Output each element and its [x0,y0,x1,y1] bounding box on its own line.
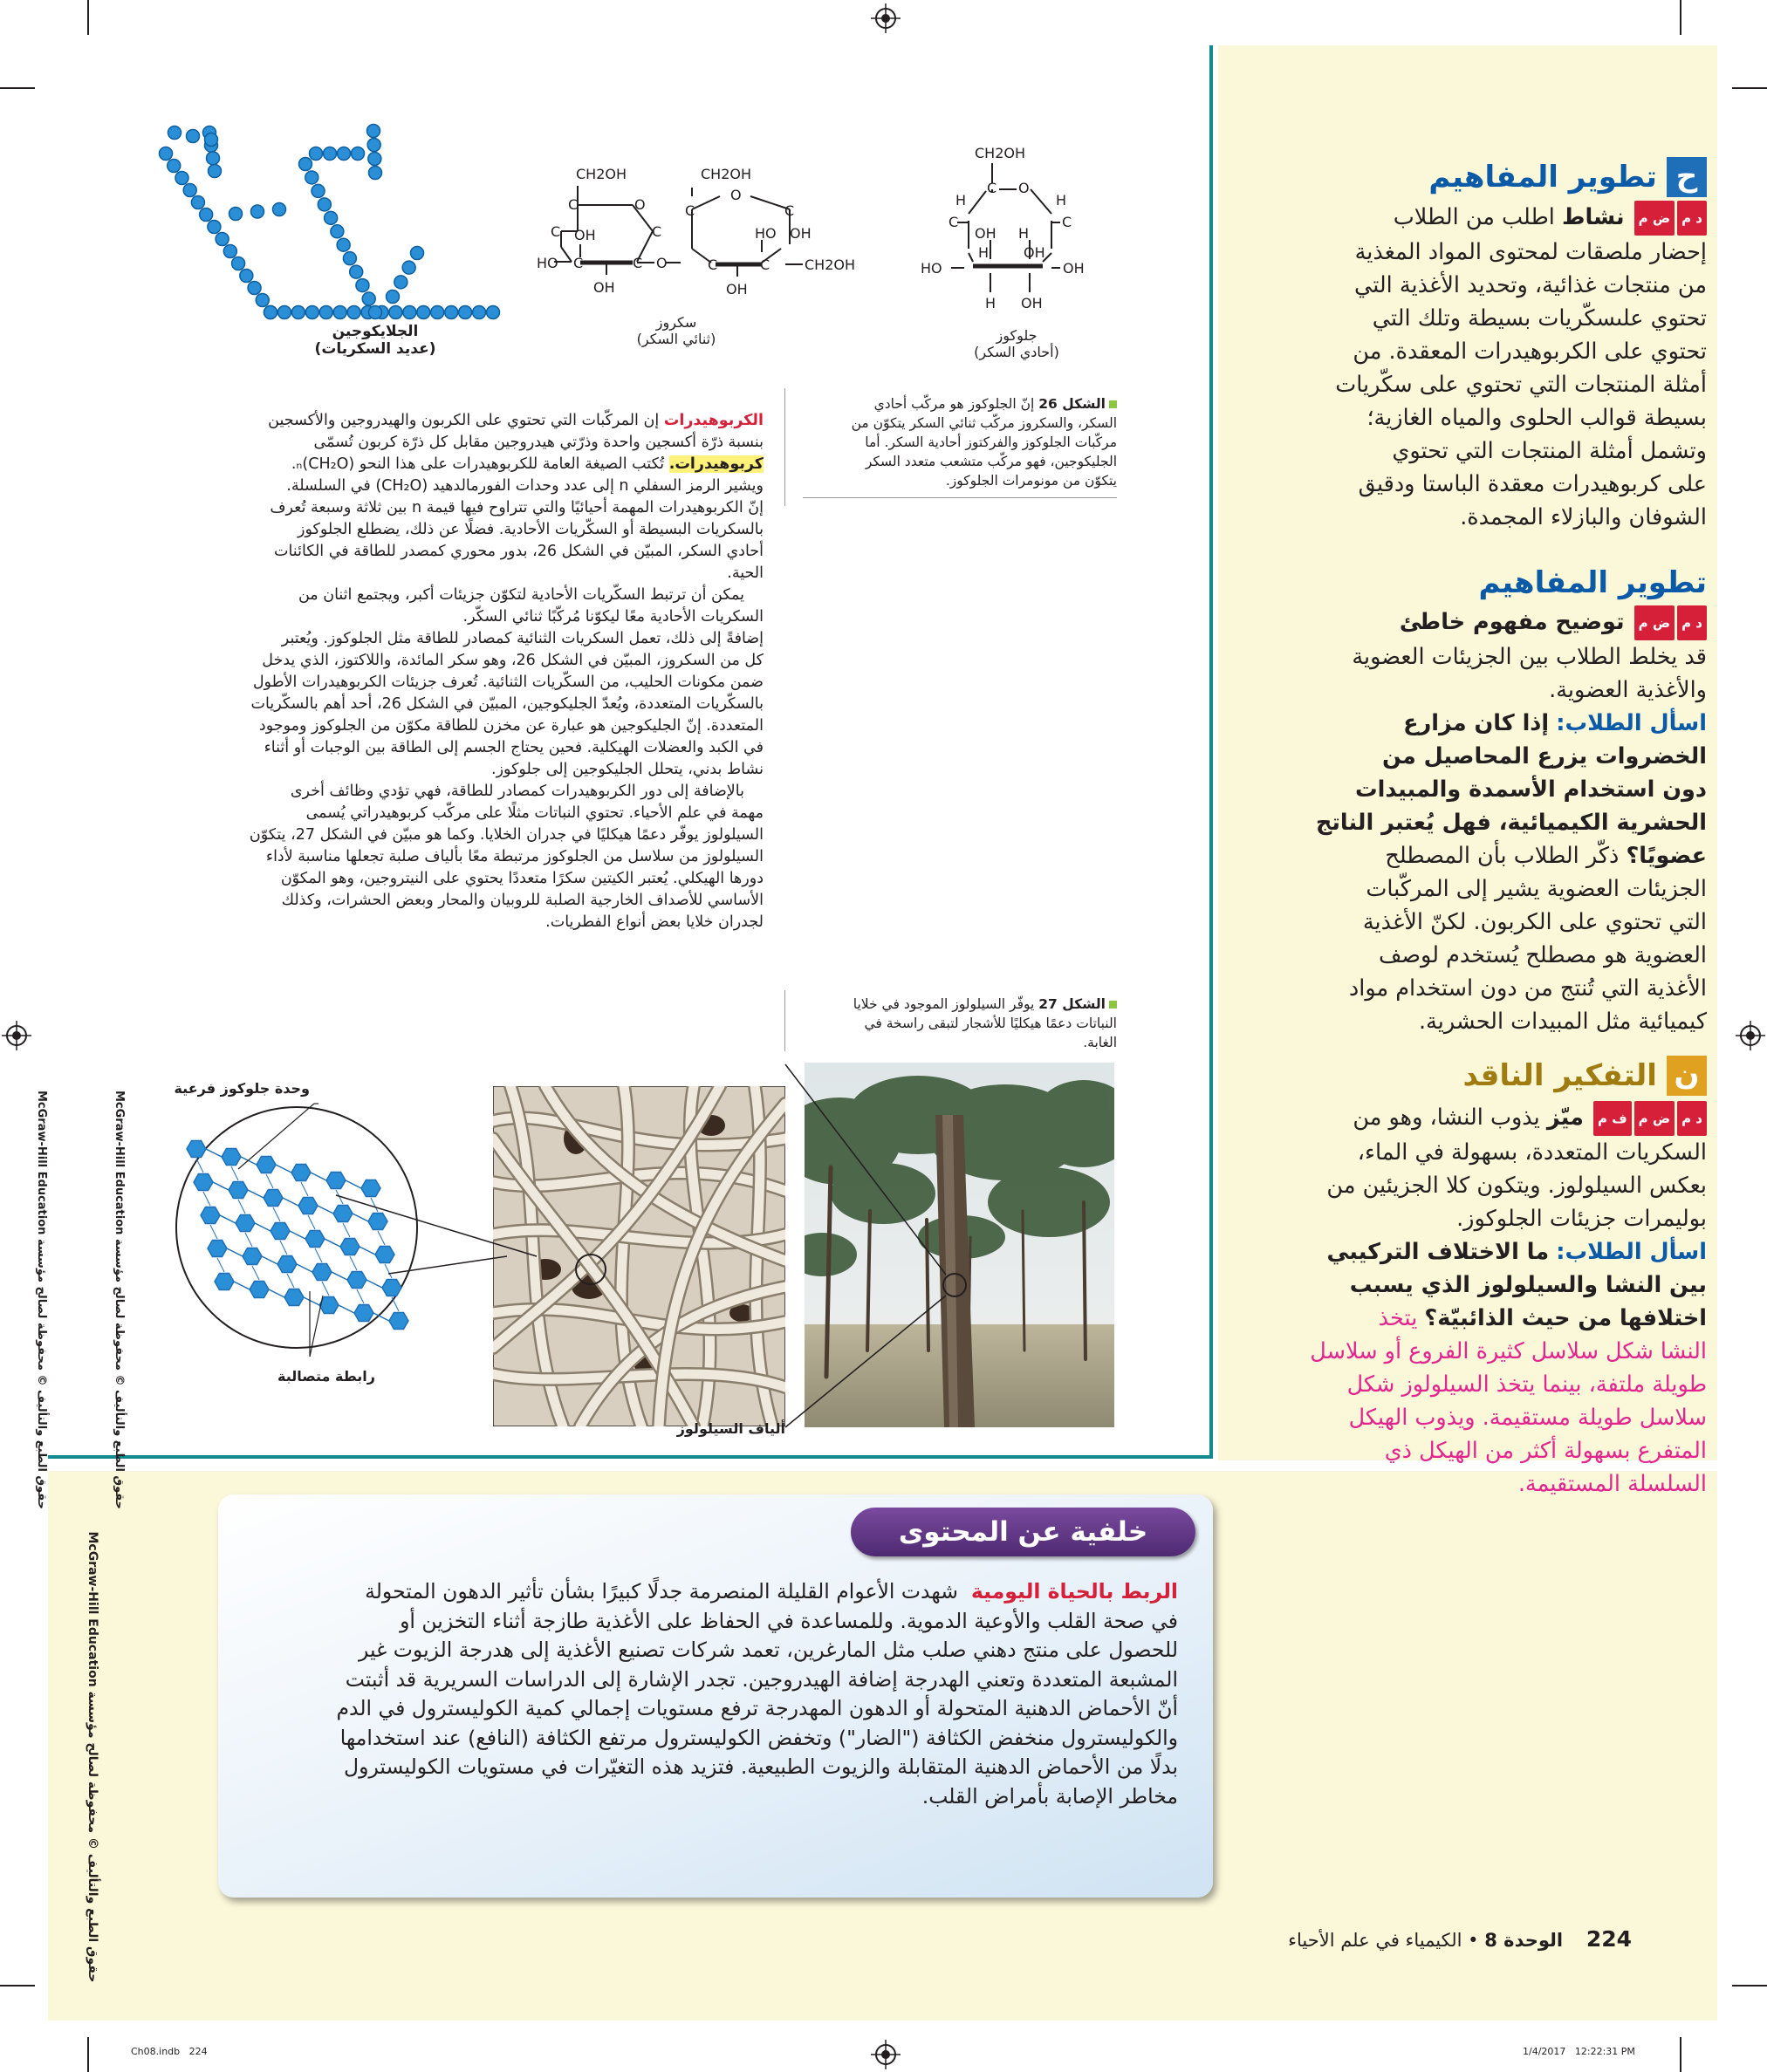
chem-label: C [573,255,584,271]
crop-mark [87,2037,89,2072]
answer-line: يتخذ [1378,1305,1418,1331]
glycogen-bead [273,203,286,216]
footer-bullet: • [1468,1930,1479,1951]
level-tag: ف م [1593,1101,1632,1136]
glycogen-bead [402,261,415,274]
body-line [175,410,764,432]
answer-line: كيميائية مثل المبيدات الحشرية. [1419,1009,1707,1035]
glycogen-bead [367,125,380,138]
glycogen-bead [191,196,204,209]
glycogen-bead [291,306,305,319]
chem-label: C [652,223,662,240]
chem-label: H [955,192,967,209]
misconception-section [1230,565,1707,1038]
sucrose-name: سكروز [655,314,697,331]
box-line: أنّ الأحماض الدهنية المتحولة أو الدهون المهدرجة ترفع مستويات إجمالي كمية الكوليسترول في الدم [336,1696,1178,1720]
answer-line: العضوية هو مصطلح يُستخدم لوصف [1378,942,1707,968]
body-line: الشوفان والبازلاء المجمدة. [1460,504,1707,530]
chem-label: CH2OH [805,256,856,273]
glucose-name: جلوكوز [996,327,1038,344]
body-line: مهمة في علم الأحياء. تحتوي النباتات مثلًا على مركّب كربوهيدراتي يُسمى [305,804,764,822]
chem-label: C [1062,214,1072,230]
glycogen-bead [264,306,277,319]
content-box-body [253,1577,1178,1811]
vertical-credit: حقوق الطبع والتأليف © محفوظة لصالح مؤسسة McGraw-Hill Education [113,1090,126,1510]
crop-mark [87,0,89,35]
glycogen-bead [187,130,200,143]
chem-label: OH [975,225,997,242]
chem-label: OH [593,279,615,296]
crop-mark [1732,87,1767,89]
glycogen-bead [417,306,430,319]
content-box-title [851,1508,1195,1556]
caption-divider [784,388,785,506]
section-header [1230,1056,1707,1101]
crop-mark [0,1985,35,1987]
caption-line: يوفّر السيلولوز الموجود في خلايا [853,996,1035,1012]
activity-lead: نشاط [1561,204,1625,230]
section-letter-icon: ن [1667,1056,1707,1096]
caption-line: الغابة. [1083,1035,1117,1050]
chem-label: OH [790,225,812,242]
crop-mark [1680,0,1681,35]
body-line: يمكن أن ترتبط السكّريات الأحادية لتكوّن جزيئات أكبر، ويجتمع اثنان من [298,586,744,604]
body-line: بالسكّريات المتعددة، ويُعدّ الجليكوجين، المبيّن في الشكل 26، أحد أهم بالسكّريات [250,695,764,713]
ask-students-label: اسأل الطلاب: [1556,710,1707,736]
section-header [1230,157,1707,201]
chem-label: C [949,214,959,230]
crop-mark [1732,1985,1767,1987]
level-tag: ض م [1634,201,1675,236]
key-term: الكربوهيدرات [663,412,764,429]
glycogen-bead [459,306,472,319]
main-body-text [175,410,764,933]
crop-mark [1680,2037,1681,2072]
glycogen-bead [183,184,196,197]
glycogen-bead [305,306,318,319]
level-tag: د م [1677,605,1707,640]
glycogen-bead [319,306,332,319]
body-line: السيلولوز يوفّر دعمًا هيكليًا في جدران الخلايا. وكما هو مبيّن في الشكل 27، يتكوّن [249,826,764,844]
chem-label: O [1018,180,1030,196]
chem-label: H [978,244,990,261]
body-line: وتشمل أمثلة المنتجات التي تحتوي [1392,438,1707,464]
body-line: كل من السكروز، المبيّن في الشكل 26، وهو سكر المائدة، واللاكتوز، الذي يدخل [262,652,764,669]
activity-lead: توضيح مفهوم خاطئ [1399,609,1625,635]
glycogen-bead [473,306,486,319]
caption-line: السكر، والسكروز مركّب ثنائي السكر يتكوّن من [851,415,1117,431]
body-line: الأساسي للأصداف الخارجية الصلبة للروبيان والمحار وبعض الحشرات، وكذلك [281,892,764,909]
box-text: شهدت الأعوام القليلة المنصرمة جدلًا كبيرًا بشأن تأثير الدهون المتحولة [365,1579,958,1604]
body-line: بوليمرات جزيئات الجلوكوز. [1456,1206,1707,1232]
chem-label: OH [574,227,596,243]
cross-link-label: رابطة متصالبة [277,1368,375,1385]
section-body [1230,201,1707,534]
level-tag: ض م [1634,605,1675,640]
chem-label: CH2OH [576,166,627,182]
glycogen-bead [411,247,424,260]
body-line: بسيطة قوالب الحلوى والمياه الغازية؛ [1366,405,1707,431]
glycogen-bead [223,245,236,258]
glycogen-bead [248,282,261,295]
body-line: والأغذية العضوية. [1549,677,1707,703]
body-line: ويشير الرمز السفلي n إلى عدد وحدات الفورمالدهيد (CH₂O) في السلسلة. [286,477,764,495]
answer-line: التي تحتوي على الكربون. لكنّ الأغذية [1362,909,1707,935]
answer-line: سلاسل طويلة مستقيمة. ويذوب الهيكل [1348,1405,1707,1431]
chem-label: C [685,202,695,219]
chapter-title: الكيمياء في علم الأحياء [1288,1930,1462,1951]
question-line: إذا كان مزارع [1403,710,1550,736]
print-timestamp: 1/4/2017 12:22:31 PM [1523,2046,1635,2057]
glycogen-bead [445,306,458,319]
glycogen-bead [209,165,222,178]
chem-label: H [1056,192,1067,209]
glucose-structure [921,144,1091,318]
answer-line: المتفرع بسهولة أكثر من الهيكل ذي [1384,1438,1707,1464]
section-title: التفكير الناقد [1462,1058,1657,1093]
caption-line: النباتات دعمًا هيكليًا للأشجار لتبقى راسخة في [864,1015,1117,1031]
caption-underline [803,497,1117,498]
body-line: من منتجات غذائية، وتحديد الأغذية التي [1353,272,1707,298]
glycogen-label [279,323,471,358]
body-line: تحتوي على الكربوهيدرات المعقدة. من [1353,338,1707,365]
body-line: السكريات المتعددة، بسهولة في الماء، [1357,1139,1707,1166]
chem-label: H [1018,225,1030,242]
glycogen-bead [312,184,325,197]
body-line: نشاط بدني، يتحلل الجليكوجين إلى جلوكوز. [491,761,764,778]
answer-line: النشا شكل سلاسل كثيرة الفروع أو سلاسل [1310,1338,1707,1364]
connector-lines [170,1073,554,1370]
glycogen-bead [352,147,365,161]
glycogen-bead [431,306,444,319]
box-line: للحصول على منتج دهني صلب مثل المارغرين، تعمد شركات تصنيع الأغذية إلى هدرجة الزيوت غير [358,1638,1178,1662]
body-line: لجدران خلايا بعض أنواع الفطريات. [545,913,764,931]
question-line: عضويًا؟ [1626,843,1707,869]
body-line: في الكبد والعضلات الهيكلية. فحين يحتاج الجسم إلى الطاقة بين الوجبات أو أثناء [264,739,764,756]
unit-label: الوحدة 8 [1484,1930,1564,1951]
question-line: الحشرية الكيميائية، فهل يُعتبر الناتج [1315,810,1707,836]
chem-label: O [656,255,668,271]
box-line: في صحة القلب والأوعية الدموية. وللمساعدة في الحفاظ على الأغذية طازجة أثناء التخزين أو [400,1608,1178,1633]
body-line [175,454,764,475]
chem-label: HO [537,255,558,271]
registration-mark-icon [871,2040,901,2069]
body-line: دورها الهيكلي. يُعتبر الكيتين سكرًا متعددًا يحتوي على النيتروجين، وهو المكوّن [280,870,764,887]
caption-line: يتكوّن من مونومرات الجلوكوز. [945,473,1117,489]
section-letter-icon: ح [1667,157,1707,197]
glycogen-bead [325,211,338,224]
page-footer [1134,1926,1632,1952]
glycogen-bead [387,291,400,304]
body-text: تُكتب الصيغة العامة للكربوهيدرات على هذا النحو (CH₂O)ₙ. [291,455,669,473]
chem-label: H [985,295,997,311]
registration-mark-icon [871,3,901,33]
box-line: المشبعة المتعددة وتعني الهدرجة إضافة الهيدروجين. تجدر الإشارة إلى الدراسات السريرية قد أثبتت [345,1666,1178,1692]
glycogen-bead [207,152,220,165]
question-line: اختلافها من حيث الذائبيّة؟ [1424,1305,1707,1331]
body-line: الحية. [727,564,764,582]
teal-rule-bottom [48,1455,1213,1459]
glucose-subtitle: (أحادي السكر) [974,344,1059,360]
chem-label: O [634,196,646,213]
caption-bullet-icon [1109,1001,1117,1009]
body-line: المتعددة. إنّ الجليكوجين هو عبارة عن مخزن للطاقة مكوّن من الجلوكوز وموجود [258,717,764,735]
glycogen-bead [299,158,312,171]
level-tag: د م [1677,1101,1707,1136]
glycogen-bead [487,306,500,319]
box-line: مخاطر الإصابة بأمراض القلب. [921,1783,1178,1809]
question-line: الخضروات يزرع المحاصيل من [1382,743,1707,769]
box-lead: الربط بالحياة اليومية [970,1579,1178,1604]
chem-label: C [708,256,718,273]
glycogen-bead [389,306,402,319]
chem-label: C [551,223,561,240]
chem-label: HO [755,225,777,242]
body-line: اطلب من الطلاب [1393,204,1555,230]
chem-label: CH2OH [975,145,1026,161]
crop-mark [0,87,35,89]
question-line: ما الاختلاف التركيبي [1326,1239,1550,1265]
activity-lead: ميّز [1546,1104,1584,1131]
glycogen-bead [205,133,218,147]
chem-label: C [987,180,997,196]
caption-line: إنّ الجلوكوز هو مركّب أحادي [873,396,1035,412]
glycogen-bead [369,167,382,180]
glycogen-bead [216,233,229,246]
question-line: دون استخدام الأسمدة والمبيدات [1355,776,1707,803]
glycogen-name: الجلايكوجين [332,323,419,340]
section-body [1230,1101,1707,1501]
glycogen-bead [337,238,350,251]
caption-line: مركّبات الجلوكوز والفركتوز أحادية السكر. أما [865,434,1117,450]
page-number: 224 [1586,1926,1632,1952]
file-slug: Ch08.indb 224 [131,2046,208,2057]
body-line: بنسبة ذرّة أكسجين واحدة وذرّتي هيدروجين مقابل كل ذرّة كربون تُسمّى [313,434,764,451]
chem-label: OH [1063,260,1085,277]
glycogen-bead [200,209,213,222]
teal-rule-right [1209,45,1213,1459]
glycogen-bead [394,276,408,289]
chem-label: C [568,196,579,213]
glycogen-bead [331,225,344,238]
section-title: تطوير المفاهيم [1428,160,1657,195]
caption-divider [784,990,785,1051]
chem-label: CH2OH [701,166,752,182]
section-title: تطوير المفاهيم [1478,565,1707,600]
glycogen-bead [343,252,356,265]
body-line: بالسكريات البسيطة أو السكّريات الأحادية. فضلًا عن ذلك، يضطلع الجلوكوز [298,521,764,538]
vertical-credit: حقوق الطبع والتأليف © محفوظة لصالح مؤسسة McGraw-Hill Education [35,1090,48,1510]
glycogen-bead [350,265,363,278]
critical-thinking-section [1230,1056,1707,1501]
glycogen-bead [356,279,369,292]
cellulose-fibers-label: ألياف السيلولوز [676,1420,785,1437]
caption-label: الشكل 27 [1038,996,1106,1012]
sucrose-subtitle: (ثنائي السكر) [636,331,716,347]
answer-line: طويلة ملتفة، بينما يتخذ السيلولوز شكل [1346,1371,1707,1398]
body-line: أحادي السكر، المبيّن في الشكل 26، بدور محوري كمصدر للطاقة في الكائنات [273,543,764,560]
body-line: أمثلة المنتجات التي تحتوي على سكّريات [1335,372,1707,398]
sucrose-structure [537,161,881,314]
glycogen-bead [367,139,380,152]
body-line: قد يخلط الطلاب بين الجزيئات العضوية [1352,644,1707,670]
glucose-unit-label: وحدة جلوكوز فرعية [174,1080,310,1097]
glycogen-bead [256,294,269,307]
body-line: بالإضافة إلى دور الكربوهيدرات كمصادر للطاقة، فهي تؤدي وظائف أخرى [290,783,744,800]
figure26-caption [803,394,1117,490]
answer-line: السلسلة المستقيمة. [1517,1471,1707,1497]
glycogen-bead [362,292,375,305]
body-line: إنّ الكربوهيدرات المهمة أحيائيًا والتي تتراوح فيها قيمة n بين ثلاثة وسبعة تُعرف [270,499,764,516]
highlighted-term: كربوهيدرات. [668,455,764,473]
level-tag: د م [1677,201,1707,236]
caption-label: الشكل 26 [1038,396,1106,412]
chem-label: C [633,255,643,271]
glycogen-bead [168,127,181,140]
content-box-title-text: خلفية عن المحتوى [898,1516,1148,1548]
glycogen-bead [369,306,382,319]
glycogen-bead [229,208,243,221]
glycogen-subtitle: (عديد السكريات) [314,340,436,358]
chem-label: C [760,256,770,273]
glycogen-bead [310,147,323,161]
glycogen-bead [208,221,221,234]
registration-mark-icon [1736,1021,1765,1050]
ask-students-label: اسأل الطلاب: [1556,1239,1707,1265]
concept-development-section [1230,157,1707,534]
caption-line: الجليكوجين، فهو مركّب متشعب متعدد السكر [865,454,1117,469]
glycogen-bead [347,306,360,319]
question-line: بين النشا والسيلولوز الذي يسبب [1349,1272,1707,1298]
glycogen-bead [368,153,381,166]
glycogen-bead [160,147,173,161]
sucrose-label [602,314,750,347]
chem-label: O [730,187,742,203]
body-line: السكريات الأحادية معًا ليكوّنا مُركّبًا ثنائي السكّر. [462,608,764,626]
body-line: على كربوهيدرات معقدة الباستا ودقيق [1358,471,1707,497]
glycogen-bead [403,306,416,319]
answer-line: ذكّر الطلاب بأن المصطلح [1385,843,1620,869]
glycogen-bead [277,306,291,319]
answer-line: الأغذية التي تُنتج من دون استخدام مواد [1348,975,1707,1002]
body-line: بعكس السيلولوز. ويتكون كلا الجزيئين من [1326,1173,1707,1199]
body-text: إن المركّبات التي تحتوي على الكربون والهيدروجين والأكسجين [268,412,664,429]
section-body [1230,605,1707,1038]
glycogen-bead [232,257,245,270]
glycogen-bead [168,160,181,173]
chem-label: OH [1021,295,1043,311]
body-line: إضافةً إلى ذلك، تعمل السكريات الثنائية كمصادر للطاقة مثل الجلوكوز. ويُعتبر [281,630,764,647]
glycogen-bead [338,147,351,161]
glycogen-bead [175,172,188,185]
box-line: بدلًا من الأحماض الدهنية المتقابلة والزيوت الطبيعية. فتزيد هذه التغيّرات في مستويات الكوليسترول [344,1754,1178,1779]
figure27-caption [803,995,1117,1052]
chem-label: C [784,202,795,219]
body-line: تحتوي علىسكّريات بسيطة وتلك التي [1372,305,1707,332]
glycogen-bead [305,171,318,184]
glycogen-bead [251,205,264,218]
chem-label: HO [921,260,942,277]
registration-mark-icon [2,1021,31,1050]
glycogen-bead [324,147,337,161]
glycogen-diagram [148,122,506,325]
body-line: السيلولوز من سلاسل من الجلوكوز مرتبطة معًا بألياف صلبة تجعلها مناسبة لأداء [265,848,764,865]
vertical-credit: حقوق الطبع والتأليف © محفوظة لصالح مؤسسة McGraw-Hill Education [86,1531,99,1983]
body-line: ضمن مكونات الحليب، من السكّريات الثنائية. تُعرف جزيئات الكربوهيدرات الأطول [252,674,764,691]
answer-line: الجزيئات العضوية يشير إلى المركّبات [1366,876,1707,902]
level-tag: ض م [1634,1101,1675,1136]
chem-label: OH [1024,244,1045,261]
chem-label: OH [726,281,748,297]
box-line: والكوليسترول منخفض الكثافة ("الضار") وتخفض الكوليسترول مرتفع الكثافة (النافع) عند استخدامها [339,1725,1178,1750]
caption-bullet-icon [1109,400,1117,408]
glycogen-bead [240,270,253,283]
glycogen-bead [318,198,331,211]
box-line [253,1577,1178,1607]
body-line: إحضار ملصقات لمحتوى المواد المغذية [1354,239,1707,265]
glycogen-bead [333,306,346,319]
body-line: يذوب النشا، وهو من [1353,1104,1540,1131]
glucose-label [942,327,1091,360]
